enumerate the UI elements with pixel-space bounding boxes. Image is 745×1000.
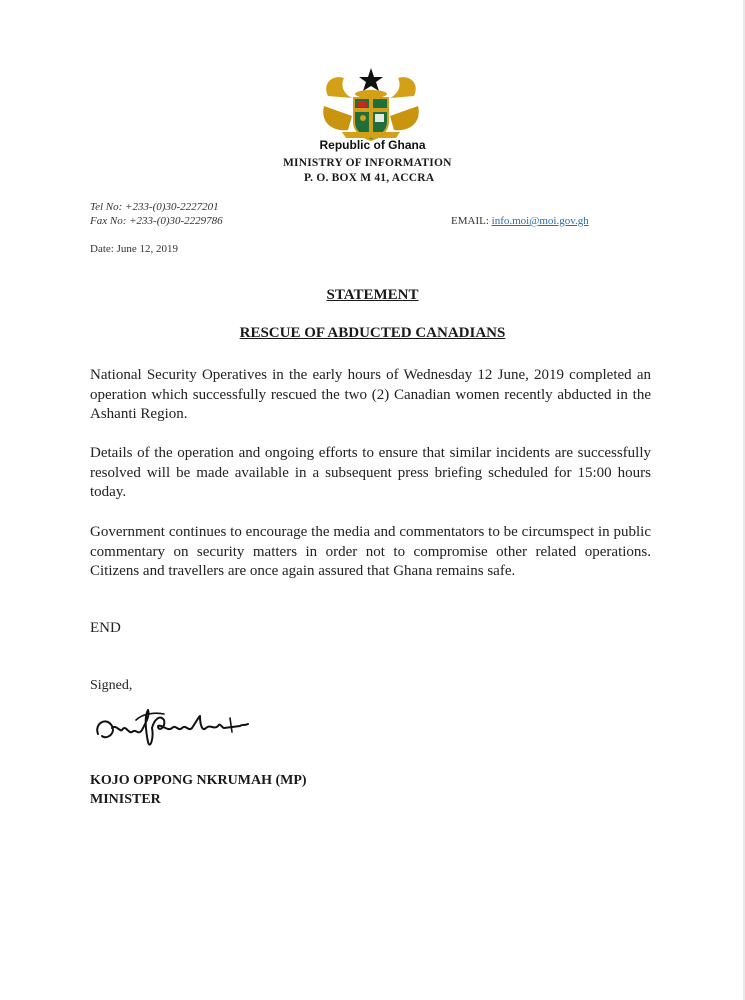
statement-heading: STATEMENT [326, 287, 419, 303]
republic-heading: Republic of Ghana [319, 138, 426, 152]
signed-label: Signed, [90, 678, 133, 693]
fax-number: Fax No: +233-(0)30-2229786 [90, 215, 223, 227]
subject-heading: RESCUE OF ABDUCTED CANADIANS [239, 325, 506, 341]
body-paragraph: National Security Operatives in the early hours of Wednesday 12 June, 2019 completed an operation which successfully rescued the two (2) Canadian women recently abducted in the Ashanti Region. [90, 367, 651, 422]
email-line [451, 215, 589, 227]
signatory-title: MINISTER [90, 792, 161, 807]
coat-of-arms-icon [318, 66, 424, 142]
signature-image [92, 702, 262, 754]
telephone-number: Tel No: +233-(0)30-2227201 [90, 201, 219, 213]
letter-date: Date: June 12, 2019 [90, 243, 178, 255]
email-link[interactable]: info.moi@moi.gov.gh [491, 215, 589, 227]
signatory-name: KOJO OPPONG NKRUMAH (MP) [90, 773, 307, 788]
po-box-address: P. O. BOX M 41, ACCRA [304, 172, 435, 184]
email-label: EMAIL: [451, 215, 489, 227]
body-paragraph: Government continues to encourage the media and commentators to be circumspect in public commentary on security matters in order not to compromise other related operations. Citizens and travellers are once again assured that Ghana remains safe. [90, 524, 651, 579]
end-marker: END [90, 620, 121, 636]
ministry-name: MINISTRY OF INFORMATION [283, 157, 452, 169]
body-paragraph: Details of the operation and ongoing efforts to ensure that similar incidents are successfully resolved will be made available in a subsequent press briefing scheduled for 15:00 hours today. [90, 445, 651, 500]
